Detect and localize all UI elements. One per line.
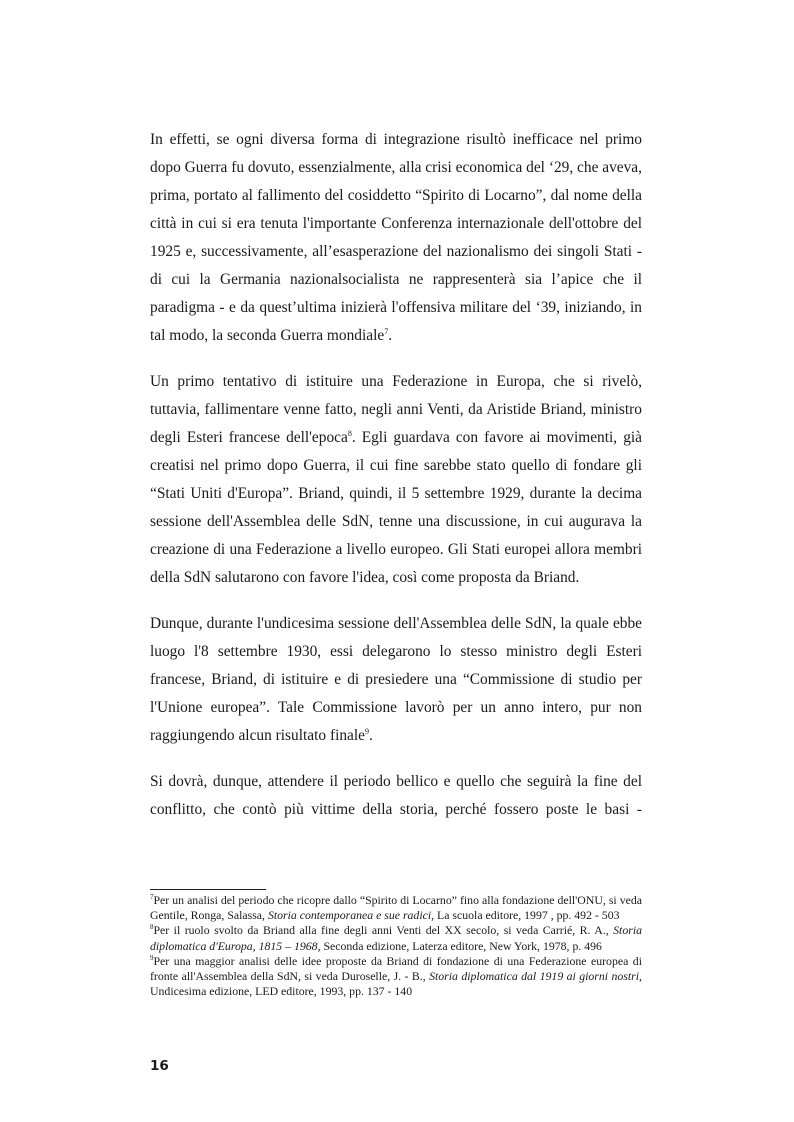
- footnote-text-tail: , La scuola editore, 1997 , pp. 492 - 503: [431, 908, 620, 923]
- footnote-text-tail: , Undicesima edizione, LED editore, 1993, pp. 137 - 140: [150, 969, 642, 999]
- paragraph-text: Si dovrà, dunque, attendere il periodo bellico e quello che seguirà la fine del conflitto, che contò più vittime della storia, perché fossero poste le basi -: [150, 773, 642, 818]
- page-number: 16: [150, 1058, 169, 1074]
- footnote-text: Per una maggior analisi delle idee proposte da Briand di fondazione di una Federazione europea di fronte all'Assemblea della SdN, si veda Duroselle, J. - B.,: [150, 953, 642, 984]
- paragraph-text: Dunque, durante l'undicesima sessione dell'Assemblea delle SdN, la quale ebbe luogo l'8 settembre 1930, essi delegarono lo stesso ministro degli Esteri francese, Briand, di istituire e di presiedere una “Commissione di studio per l'Unione europea”. Tale Commissione lavorò per un anno intero, pur non raggiungendo alcun risultato finale: [150, 615, 642, 744]
- paragraph-text-tail: .: [368, 727, 373, 744]
- footnote-number: 7: [150, 893, 154, 902]
- footnote-9: [150, 954, 642, 1000]
- footnote-8: [150, 923, 642, 953]
- footnote-title: Storia diplomatica dal 1919 ai giorni nostri: [429, 969, 640, 984]
- paragraph-text: In effetti, se ogni diversa forma di integrazione risultò inefficace nel primo dopo Guerra fu dovuto, essenzialmente, alla crisi economica del ‘29, che aveva, prima, portato al fallimento del cosiddetto “Spirito di Locarno”, dal nome della città in cui si era tenuta l'importante Conferenza internazionale dell'ottobre del 1925 e, successivamente, all’esasperazione del nazionalismo dei singoli Stati - di cui la Germania nazionalsocialista ne rappresenterà sia l’apice che il paradigma - e da quest’ultima inizierà l'offensiva militare del ‘39, iniziando, in tal modo, la seconda Guerra mondiale: [150, 131, 642, 344]
- footnote-number: 8: [150, 923, 154, 932]
- paragraph-4: [150, 768, 642, 824]
- footnote-ref-8: 8: [347, 428, 352, 438]
- footnote-ref-7: 7: [384, 326, 389, 336]
- footnote-text: Per un analisi del periodo che ricopre dallo “Spirito di Locarno” fino alla fondazione dell'ONU, si veda Gentile, Ronga, Salassa,: [150, 893, 642, 923]
- footnote-title: Storia contemporanea e sue radici: [267, 908, 432, 923]
- footnote-separator: [150, 889, 266, 890]
- footnote-number: 9: [150, 953, 154, 962]
- footnote-text-tail: , Seconda edizione, Laterza editore, New York, 1978, p. 496: [317, 938, 602, 953]
- paragraph-1: [150, 126, 642, 350]
- paragraph-text-tail: .: [388, 327, 393, 344]
- footnote-ref-9: 9: [364, 726, 369, 736]
- paragraph-2: [150, 368, 642, 592]
- footnote-title: Storia diplomatica d'Europa, 1815 – 1968: [150, 923, 642, 953]
- paragraph-3: [150, 610, 642, 750]
- footnotes: [150, 893, 642, 999]
- footnote-7: [150, 893, 642, 923]
- paragraph-text-tail: . Egli guardava con favore ai movimenti, già creatisi nel primo dopo Guerra, il cui fine sarebbe stato quello di fondare gli “Stati Uniti d'Europa”. Briand, quindi, il 5 settembre 1929, durante la decima sessione dell'Assemblea delle SdN, tenne una discussione, in cui augurava la creazione di una Federazione a livello europeo. Gli Stati europei allora membri della SdN salutarono con favore l'idea, così come proposta da Briand.: [150, 429, 642, 586]
- body-text: [150, 126, 642, 842]
- footnote-text: Per il ruolo svolto da Briand alla fine degli anni Venti del XX secolo, si veda Carrié, R. A.,: [153, 923, 614, 938]
- paragraph-text: Un primo tentativo di istituire una Federazione in Europa, che si rivelò, tuttavia, fallimentare venne fatto, negli anni Venti, da Aristide Briand, ministro degli Esteri francese dell'epoca: [150, 373, 642, 446]
